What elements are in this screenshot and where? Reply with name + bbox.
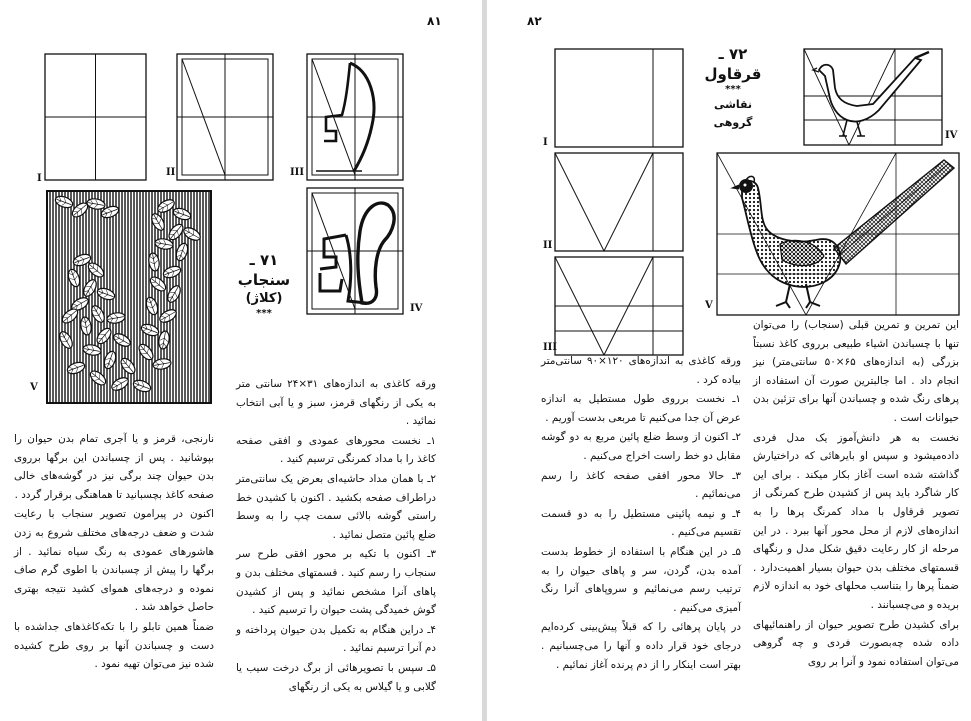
paragraph: ۲ـ با همان مداد حاشیه‌ای بعرض یک سانتی‌متر دراطراف صفحه بکشید . اکنون با کشیدن خط راستی گوشه بالائی سمت چپ را به وسط ضلع پائین متصل نمائید .	[236, 472, 436, 541]
paragraph: ۳ـ اکنون با تکیه بر محور افقی طرح سر سنجاب را رسم کنید . قسمتهای مختلف بدن و پاهای آنرا مشخص نمائید و پس از کشیدن گوش خمیدگی پشت حیوان را ترسیم کنید .	[236, 548, 436, 617]
paragraph: نارنجی، قرمز و یا آجری تمام بدن حیوان را بپوشانید . پس از چسباندن این برگها برروی بدن حیوان چند برگی نیز در گوشه‌های خالی صفحه کاغذ بچسبانید تا هماهنگی برقرار گردد .	[14, 433, 214, 501]
section-title	[693, 44, 773, 132]
figure-label: I	[543, 137, 548, 148]
paragraph: ۳ـ حالا محور افقی صفحه کاغذ را رسم می‌نمائیم .	[541, 469, 741, 501]
figure-label: II	[166, 167, 176, 178]
text-column-right	[753, 316, 959, 672]
text-column-right	[236, 375, 436, 697]
squirrel-step-3-diagram	[306, 53, 404, 181]
paragraph: برای کشیدن طرح تصویر حیوان از راهنمائیهای داده شده چه‌بصورت فردی و چه گروهی می‌توان استفاده نمود و آنرا بر روی	[753, 618, 959, 668]
paragraph: ۴ـ دراین هنگام به تکمیل بدن حیوان پرداخته و دم آنرا ترسیم نمائید .	[236, 623, 436, 655]
section-title	[222, 250, 306, 320]
figure-label: V	[30, 382, 38, 393]
figure-label: III	[543, 342, 558, 353]
title-subheading: (کلاژ)	[245, 291, 283, 306]
squirrel-leaf-collage-artwork	[46, 190, 212, 404]
squirrel-step-4-diagram	[306, 187, 404, 315]
paragraph: ورقه کاغذی به اندازه‌های ۳۱×۲۴ سانتی متر به یکی از رنگهای قرمز، سبز و یا آبی انتخاب نمائید .	[236, 378, 436, 428]
pheasant-sketch-diagram	[803, 48, 943, 146]
paragraph: در پایان پرهائی را که قبلاً پیش‌بینی کرده‌ایم درجای خود قرار داده و آنها را می‌چسبانیم . بهتر است اینکار را از دم پرنده آغاز نمائیم .	[541, 621, 741, 671]
figure-label: V	[705, 300, 713, 311]
paragraph: ۱ـ نخست محورهای عمودی و افقی صفحه کاغذ را با مداد کمرنگی ترسیم کنید .	[236, 434, 436, 466]
figure-label: IV	[945, 130, 958, 141]
paragraph: نخست به هر دانش‌آموز یک مدل فردی داده‌میشود و سپس او بایرهائی که دراختیارش گذاشته شده است آغاز بکار میکند . برای این کار شاگرد باید پس از کشیدن طرح کمرنگی از تصویر قرقاول با مداد کمرنگ پرها را به اندازه‌های لازم از محل محور آنها ببرد . در این مرحله از کار رعایت دقیق شکل مدل و رنگهای قسمتهای مختلف بدن حیوان بسیار اهمیت‌دارد . ضمناً پرها را بتناسب محلهای خود به اندازه لازم بریده و می‌چسبانند .	[753, 431, 959, 611]
pheasant-step-3-diagram	[554, 256, 684, 356]
title-heading: ۷۱ ـ سنجاب	[237, 251, 291, 289]
paragraph: ۲ـ اکنون از وسط ضلع پائین مربع به دو گوشه مقابل دو خط راست اخراج می‌کنیم .	[541, 431, 741, 462]
left-page	[0, 0, 482, 721]
title-stars: ***	[725, 84, 741, 95]
pheasant-feather-collage-artwork	[716, 152, 960, 316]
page-number: ۸۲	[527, 14, 542, 28]
squirrel-step-1-diagram	[44, 53, 147, 181]
text-column-left	[541, 352, 741, 675]
paragraph: این تمرین و تمرین قبلی (سنجاب) را می‌توان تنها با چسباندن اشیاء طبیعی برروی کاغذ نسبتاً بزرگی (به اندازه‌های ۶۵×۵۰ سانتی‌متر) نیز انجام داد . اما جالبترین صورت آن استفاده از پرهای رنگ شده و چسباندن آنها برای تزئین بدن حیوانات است .	[753, 319, 959, 424]
paragraph: ورقه کاغذی به اندازه‌های ۱۲۰×۹۰ سانتی‌متر بیاده کرد .	[541, 355, 741, 386]
title-subheading: نقاشی گروهی	[713, 98, 753, 129]
paragraph: ۴ـ و نیمه پائینی مستطیل را به دو قسمت تقسیم می‌کنیم .	[541, 507, 741, 539]
title-heading: ۷۲ ـ قرقاول	[704, 45, 762, 83]
figure-label: II	[543, 240, 553, 251]
figure-label: IV	[410, 303, 423, 314]
pheasant-step-2-diagram	[554, 152, 684, 252]
text-column-left	[14, 430, 214, 675]
page-number: ۸۱	[427, 14, 442, 28]
paragraph: ۱ـ نخست برروی طول مستطیل به اندازه عرض آن جدا می‌کنیم تا مربعی بدست آوریم .	[541, 393, 741, 424]
figure-label: III	[290, 167, 305, 178]
right-page	[487, 0, 971, 721]
paragraph: اکنون در پیرامون تصویر سنجاب با رعایت شدت و ضعف درجه‌های مختلف شروع به زدن هاشورهای عمودی به رنگ سیاه نمائید . از برگها را پیش از چسباندن با اطوی گرم صاف نموده و درجه‌های هموای کشید نتیجه بهتری حاصل خواهد شد .	[14, 508, 214, 614]
pheasant-step-1-diagram	[554, 48, 684, 148]
paragraph: ۵ـ سپس با تصویرهائی از برگ درخت سیب یا گلابی و یا گیلاس به یکی از رنگهای	[236, 661, 436, 693]
figure-label: I	[37, 173, 42, 184]
title-stars: ***	[256, 308, 272, 319]
squirrel-step-2-diagram	[176, 53, 274, 181]
paragraph: ضمناً همین تابلو را با تکه‌کاغذهای جداشده با دست و چسباندن آنها بر روی طرح کشیده شده نیز می‌توان تهیه نمود .	[14, 620, 214, 671]
paragraph: ۵ـ در این هنگام با استفاده از خطوط بدست آمده بدن، گردن، سر و پاهای حیوان را به ترتیب رسم می‌نمائیم و سروپاهای آنرا رنگ آمیزی می‌کنیم .	[541, 545, 741, 614]
